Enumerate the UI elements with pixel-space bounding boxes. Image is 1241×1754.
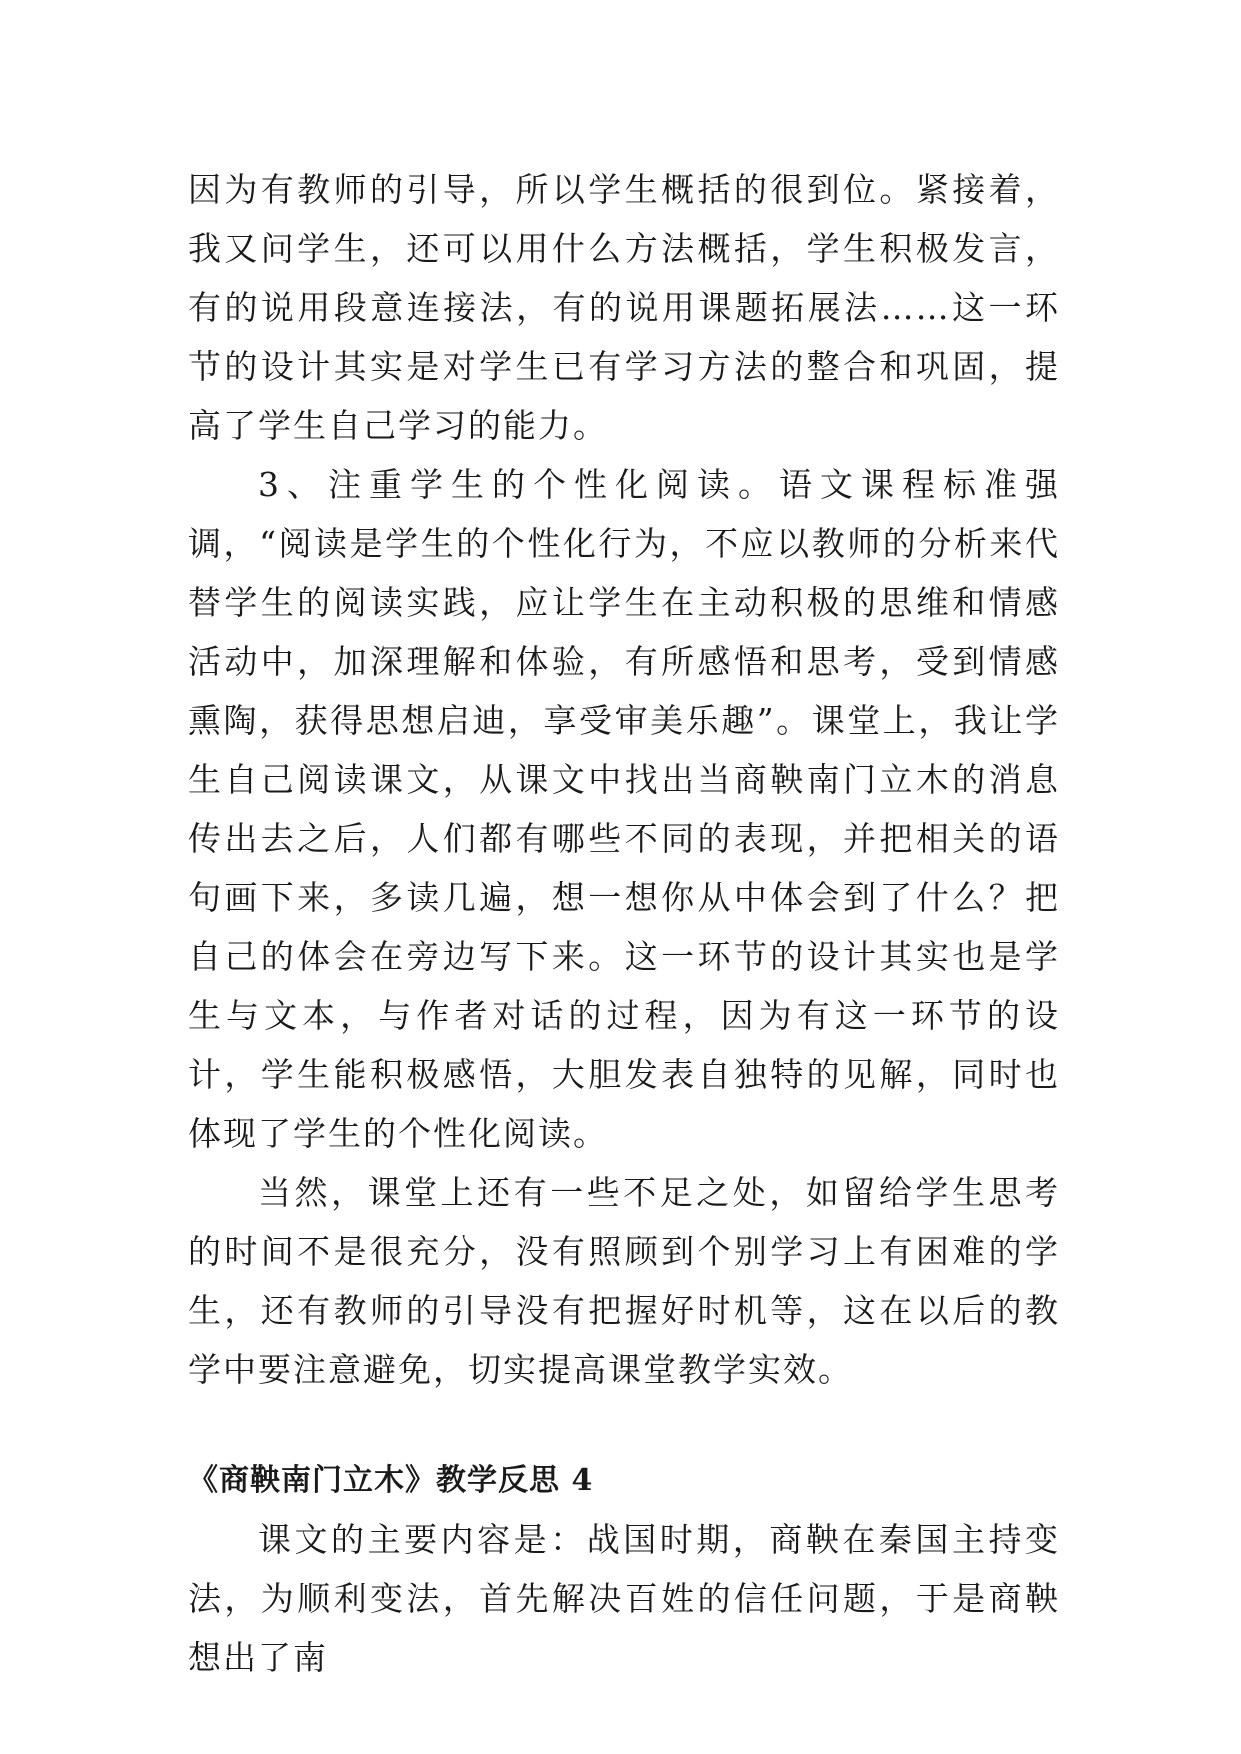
document-body bbox=[188, 160, 1060, 1687]
paragraph-personalized-reading: 3、注重学生的个性化阅读。语文课程标准强调，“阅读是学生的个性化行为，不应以教师的分析来代替学生的阅读实践，应让学生在主动积极的思维和情感活动中，加深理解和体验，有所感悟和思考，受到情感熏陶，获得思想启迪，享受审美乐趣”。课堂上，我让学生自己阅读课文，从课文中找出当商鞅南门立木的消息传出去之后，人们都有哪些不同的表现，并把相关的语句画下来，多读几遍，想一想你从中体会到了什么？把自己的体会在旁边写下来。这一环节的设计其实也是学生与文本，与作者对话的过程，因为有这一环节的设计，学生能积极感悟，大胆发表自独特的见解，同时也体现了学生的个性化阅读。 bbox=[188, 465, 1060, 1153]
paragraph-main-content: 课文的主要内容是：战国时期，商鞅在秦国主持变法，为顺利变法，首先解决百姓的信任问题，于是商鞅想出了南 bbox=[188, 1520, 1060, 1677]
paragraph-continuation: 因为有教师的引导，所以学生概括的很到位。紧接着，我又问学生，还可以用什么方法概括，学生积极发言，有的说用段意连接法，有的说用课题拓展法……这一环节的设计其实是对学生已有学习方法的整合和巩固，提高了学生自己学习的能力。 bbox=[188, 170, 1060, 445]
paragraph-shortcomings: 当然，课堂上还有一些不足之处，如留给学生思考的时间不是很充分，没有照顾到个别学习上有困难的学生，还有教师的引导没有把握好时机等，这在以后的教学中要注意避免，切实提高课堂教学实效。 bbox=[188, 1173, 1060, 1389]
section-title: 《商鞅南门立木》教学反思 4 bbox=[188, 1463, 594, 1498]
